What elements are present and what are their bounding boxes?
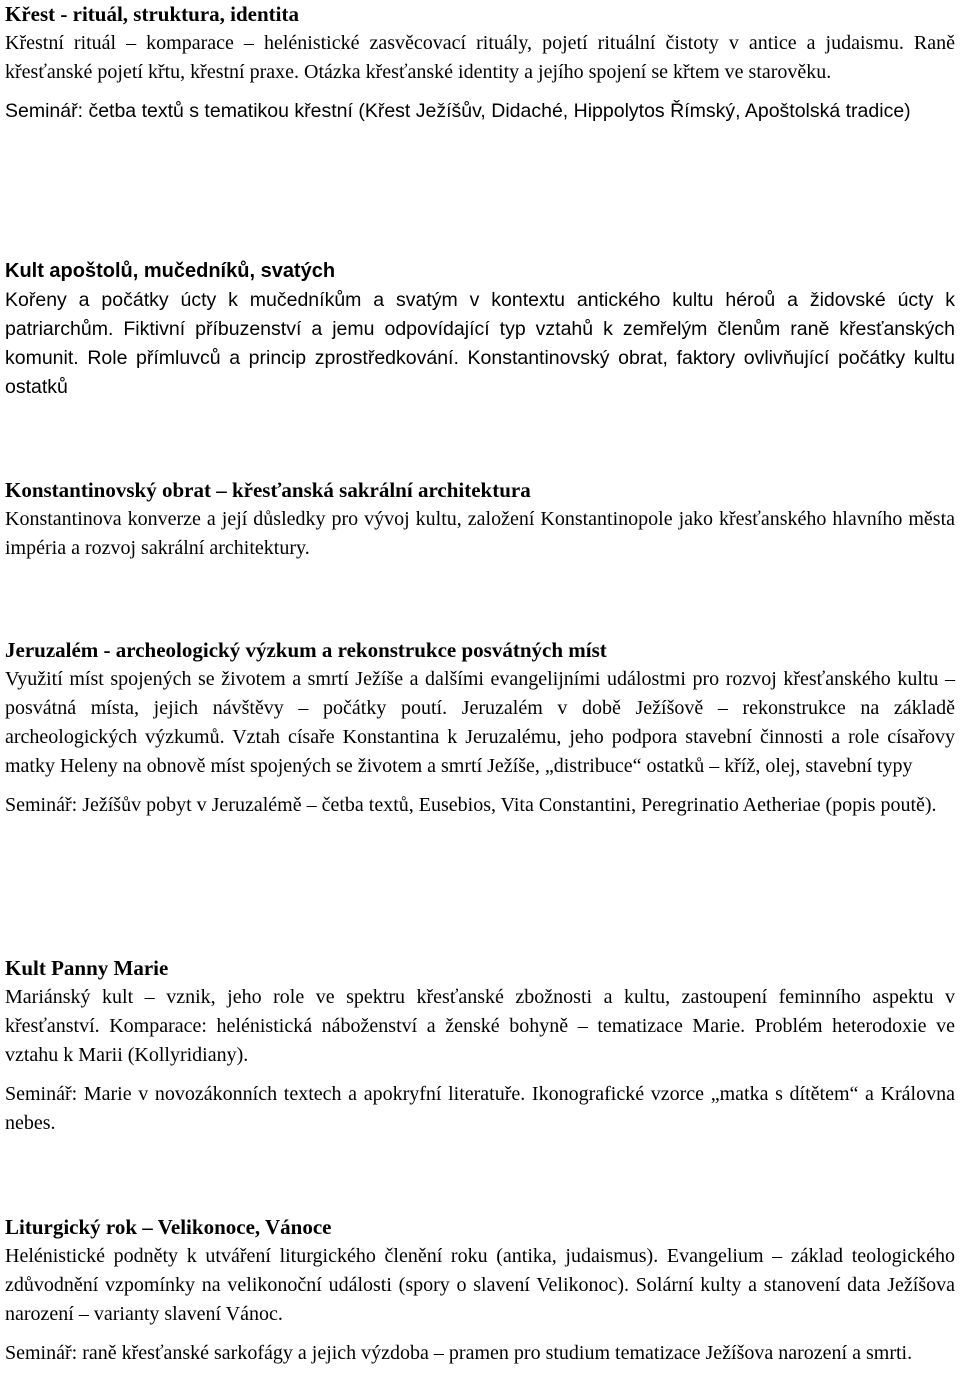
seminar-paragraph: Seminář: četba textů s tematikou křestní (Křest Ježíšův, Didaché, Hippolytos Římský, Apoštolská tradice) xyxy=(5,100,911,122)
section-paragraph: Křestní rituál – komparace – helénistické zasvěcovací rituály, pojetí rituální čistoty v antice a judaismu. Raně křesťanské pojetí křtu, křestní praxe. Otázka křesťanské identity a jejího spojení se křtem ve starověku. xyxy=(5,32,955,83)
section-kult-panny-marie xyxy=(5,954,955,1138)
section-kult-apostolu xyxy=(5,257,955,402)
seminar-paragraph: Seminář: raně křesťanské sarkofágy a jejich výzdoba – pramen pro studium tematizace Ježíšova narození a smrti. xyxy=(5,1342,913,1364)
section-liturgicky-rok xyxy=(5,1213,955,1368)
section-paragraph: Kořeny a počátky úcty k mučedníkům a svatým v kontextu antického kultu héroů a židovské úcty k patriarchům. Fiktivní příbuzenství a jemu odpovídající typ vztahů k zemřelým členům raně křesťanských komunit. Role přímluvců a princip zprostředkování. Konstantinovský obrat, faktory ovlivňující počátky kultu ostatků xyxy=(5,289,955,398)
section-title: Jeruzalém - archeologický výzkum a rekonstrukce posvátných míst xyxy=(5,638,607,662)
section-title: Konstantinovský obrat – křesťanská sakrální architektura xyxy=(5,478,531,502)
seminar-paragraph: Seminář: Ježíšův pobyt v Jeruzalémě – četba textů, Eusebios, Vita Constantini, Peregrinatio Aetheriae (popis poutě). xyxy=(5,794,937,816)
section-jeruzalem xyxy=(5,636,955,820)
section-title: Kult Panny Marie xyxy=(5,956,169,980)
section-konstantinovsky-obrat xyxy=(5,476,955,563)
section-title: Liturgický rok – Velikonoce, Vánoce xyxy=(5,1215,332,1239)
section-title: Kult apoštolů, mučedníků, svatých xyxy=(5,260,336,282)
section-title: Křest - rituál, struktura, identita xyxy=(5,2,299,26)
section-paragraph: Mariánský kult – vznik, jeho role ve spektru křesťanské zbožnosti a kultu, zastoupení feminního aspektu v křesťanství. Komparace: helénistická náboženství a ženské bohyně – tematizace Marie. Problém heterodoxie ve vztahu k Marii (Kollyridiany). xyxy=(5,986,955,1066)
section-paragraph: Využití míst spojených se životem a smrtí Ježíše a dalšími evangelijními událostmi pro rozvoj křesťanského kultu – posvátná místa, jejich návštěvy – počátky poutí. Jeruzalém v době Ježíšově – rekonstrukce na základě archeologických výzkumů. Vztah císaře Konstantina k Jeruzalému, jeho podpora stavební činnosti a role císařovy matky Heleny na obnově míst spojených se životem a smrtí Ježíše, „distribuce“ ostatků – kříž, olej, stavební typy xyxy=(5,668,955,777)
section-paragraph: Helénistické podněty k utváření liturgického členění roku (antika, judaismus). Evangelium – základ teologického zdůvodnění vzpomínky na velikonoční události (spory o slavení Velikonoc). Solární kulty a stanovení data Ježíšova narození – varianty slavení Vánoc. xyxy=(5,1245,955,1325)
section-krest xyxy=(5,0,955,126)
section-paragraph: Konstantinova konverze a její důsledky pro vývoj kultu, založení Konstantinopole jako křesťanského hlavního města impéria a rozvoj sakrální architektury. xyxy=(5,508,955,559)
seminar-paragraph: Seminář: Marie v novozákonních textech a apokryfní literatuře. Ikonografické vzorce „matka s dítětem“ a Královna nebes. xyxy=(5,1083,955,1134)
